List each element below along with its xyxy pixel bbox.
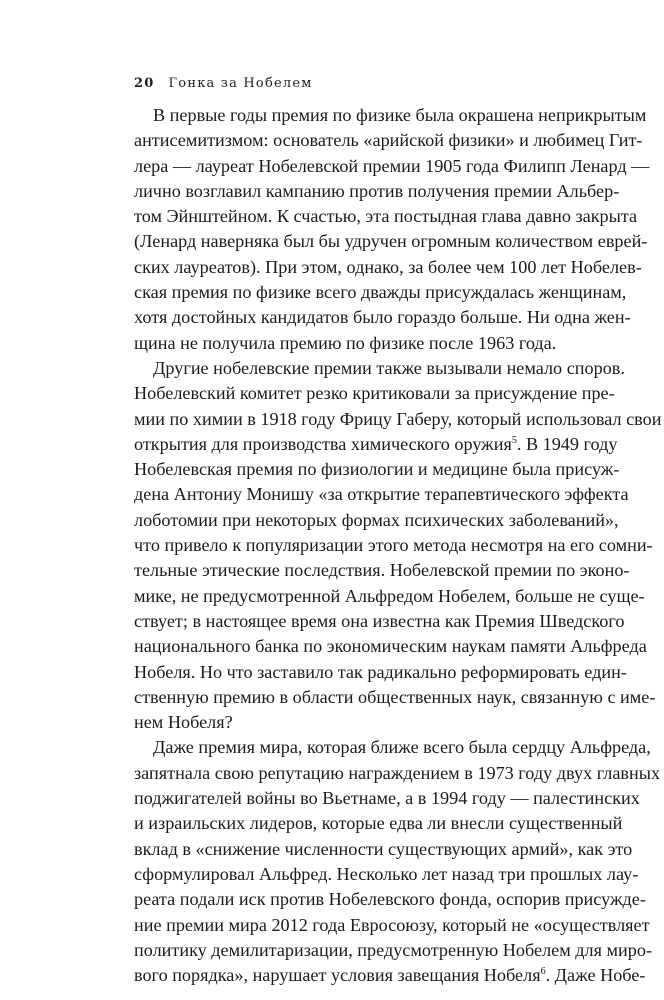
text-line: поджигателей войны во Вьетнаме, а в 1994 году — палестинских xyxy=(134,788,640,809)
text-line: ние премии мира 2012 года Евросоюзу, который не «осуществляет xyxy=(134,914,650,935)
text-line: лера — лауреат Нобелевской премии 1905 года Филипп Ленард — xyxy=(134,155,650,176)
text-line: (Ленард наверняка был бы удручен огромным количеством еврей- xyxy=(134,231,648,252)
text-line: нем Нобеля? xyxy=(134,712,233,733)
text-line: запятнала свою репутацию награждением в 1973 году двух главных xyxy=(134,762,661,783)
text-line: ских лауреатов). При этом, однако, за более чем 100 лет Нобелев- xyxy=(134,256,642,277)
running-title: Гонка за Нобелем xyxy=(168,76,313,91)
main-text-block xyxy=(134,103,662,988)
page-number: 20 xyxy=(134,76,155,91)
footnote-mark[interactable]: 6 xyxy=(540,966,546,978)
text-line: лоботомии при некоторых формах психических заболеваний», xyxy=(134,509,619,530)
text-line: политику демилитаризации, предусмотренную Нобелем для миро- xyxy=(134,939,653,960)
text-line-with-footnote xyxy=(134,963,646,988)
text-line: сформулировал Альфред. Несколько лет назад три прошлых лау- xyxy=(134,863,639,884)
text-fragment: вого порядка», нарушает условия завещания Нобеля xyxy=(134,965,541,986)
text-line: ствует; в настоящее время она известна как Премия Шведского xyxy=(134,610,625,631)
paragraph-2 xyxy=(134,356,662,735)
text-line: Нобеля. Но что заставило так радикально реформировать един- xyxy=(134,661,627,682)
text-line: Нобелевский комитет резко критиковали за присуждение пре- xyxy=(134,383,615,404)
text-line: ственную премию в области общественных наук, связанную с име- xyxy=(134,686,656,707)
text-line: национального банка по экономическим наукам памяти Альфреда xyxy=(134,636,647,657)
text-line: Другие нобелевские премии также вызывали немало споров. xyxy=(153,357,625,378)
text-fragment: открытия для производства химического оружия xyxy=(134,433,512,454)
text-line: антисемитизмом: основатель «арийской физики» и любимец Гит- xyxy=(134,130,643,151)
text-line: щина не получила премию по физике после 1963 года. xyxy=(134,332,557,353)
text-line: мике, не предусмотренной Альфредом Нобелем, больше не суще- xyxy=(134,585,645,606)
text-line: лично возглавил кампанию против получения премии Альбер- xyxy=(134,180,620,201)
running-header xyxy=(134,76,313,91)
text-line: реата подали иск против Нобелевского фонда, оспорив присужде- xyxy=(134,889,646,910)
text-line: хотя достойных кандидатов было гораздо больше. Ни одна жен- xyxy=(134,307,631,328)
text-line-with-footnote xyxy=(134,432,618,457)
text-line: Даже премия мира, которая ближе всего была сердцу Альфреда, xyxy=(153,737,651,758)
text-fragment: . Даже Нобе- xyxy=(545,965,646,986)
paragraph-1 xyxy=(134,103,650,356)
text-line: что привело к популяризации этого метода несмотря на его сомни- xyxy=(134,535,653,556)
text-line: и израильских лидеров, которые едва ли внесли существенный xyxy=(134,813,623,834)
text-line: том Эйнштейном. К счастью, эта постыдная глава давно закрыта xyxy=(134,206,638,227)
text-line: тельные этические последствия. Нобелевской премии по эконо- xyxy=(134,560,630,581)
paragraph-3 xyxy=(134,735,661,988)
text-line: В первые годы премия по физике была окрашена неприкрытым xyxy=(153,105,647,125)
text-line: вклад в «снижение численности существующих армий», как это xyxy=(134,838,633,859)
text-line: ская премия по физике всего дважды присуждалась женщинам, xyxy=(134,282,627,303)
text-line: дена Антониу Монишу «за открытие терапевтического эффекта xyxy=(134,484,629,505)
footnote-mark[interactable]: 5 xyxy=(511,434,517,446)
text-fragment: . В 1949 году xyxy=(516,433,618,454)
text-line: мии по химии в 1918 году Фрицу Габеру, который использовал свои xyxy=(134,408,662,429)
text-line: Нобелевская премия по физиологии и медицине была присуж- xyxy=(134,459,620,480)
